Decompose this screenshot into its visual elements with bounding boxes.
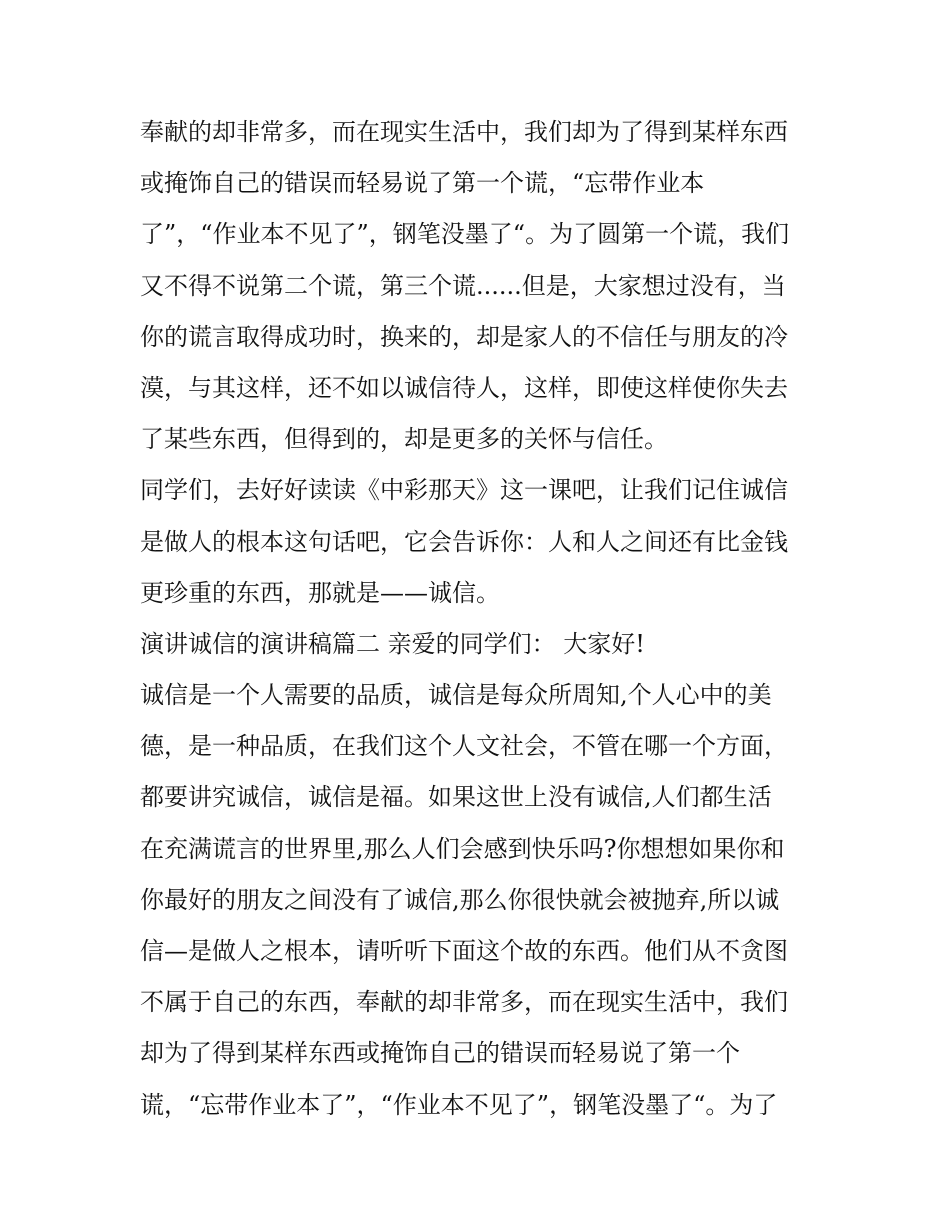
text-line: 诚信是一个人需要的品质，诚信是每众所周知,个人心中的美	[140, 681, 772, 710]
text-line: 都要讲究诚信，诚信是福。如果这世上没有诚信,人们都生活	[140, 783, 772, 812]
text-line: 了某些东西，但得到的，却是更多的关怀与信任。	[140, 425, 668, 454]
text-line: 信—是做人之根本，请听听下面这个故的东西。他们从不贪图	[140, 937, 788, 965]
document-text-body	[140, 107, 820, 1131]
text-line: 谎，“忘带作业本了”，“作业本不见了”，钢笔没墨了“。为了	[140, 1090, 778, 1119]
text-line: 不属于自己的东西，奉献的却非常多，而在现实生活中，我们	[140, 988, 788, 1017]
text-line: 漠，与其这样，还不如以诚信待人，这样，即使这样使你失去	[140, 373, 788, 402]
text-line: 同学们，去好好读读《中彩那天》这一课吧，让我们记住诚信	[140, 476, 788, 505]
text-line: 是做人的根本这句话吧，它会告诉你：人和人之间还有比金钱	[140, 527, 788, 556]
text-line: 在充满谎言的世界里,那么人们会感到快乐吗?你想想如果你和	[140, 834, 785, 863]
text-line: 你最好的朋友之间没有了诚信,那么你很快就会被抛弃,所以诚	[140, 885, 780, 914]
text-line: 或掩饰自己的错误而轻易说了第一个谎，“忘带作业本	[140, 169, 705, 198]
section-heading-line: 演讲诚信的演讲稿篇二 亲爱的同学们： 大家好!	[140, 629, 645, 658]
text-line: 更珍重的东西，那就是——诚信。	[140, 578, 500, 607]
text-line: 了”，“作业本不见了”，钢笔没墨了“。为了圆第一个谎，我们	[140, 220, 790, 249]
text-line: 奉献的却非常多，而在现实生活中，我们却为了得到某样东西	[140, 118, 788, 146]
text-line: 你的谎言取得成功时，换来的，却是家人的不信任与朋友的冷	[140, 322, 788, 351]
text-line: 却为了得到某样东西或掩饰自己的错误而轻易说了第一个	[140, 1039, 740, 1068]
text-line: 德，是一种品质，在我们这个人文社会，不管在哪一个方面，	[140, 732, 788, 761]
text-line: 又不得不说第二个谎，第三个谎......但是，大家想过没有，当	[140, 271, 786, 300]
